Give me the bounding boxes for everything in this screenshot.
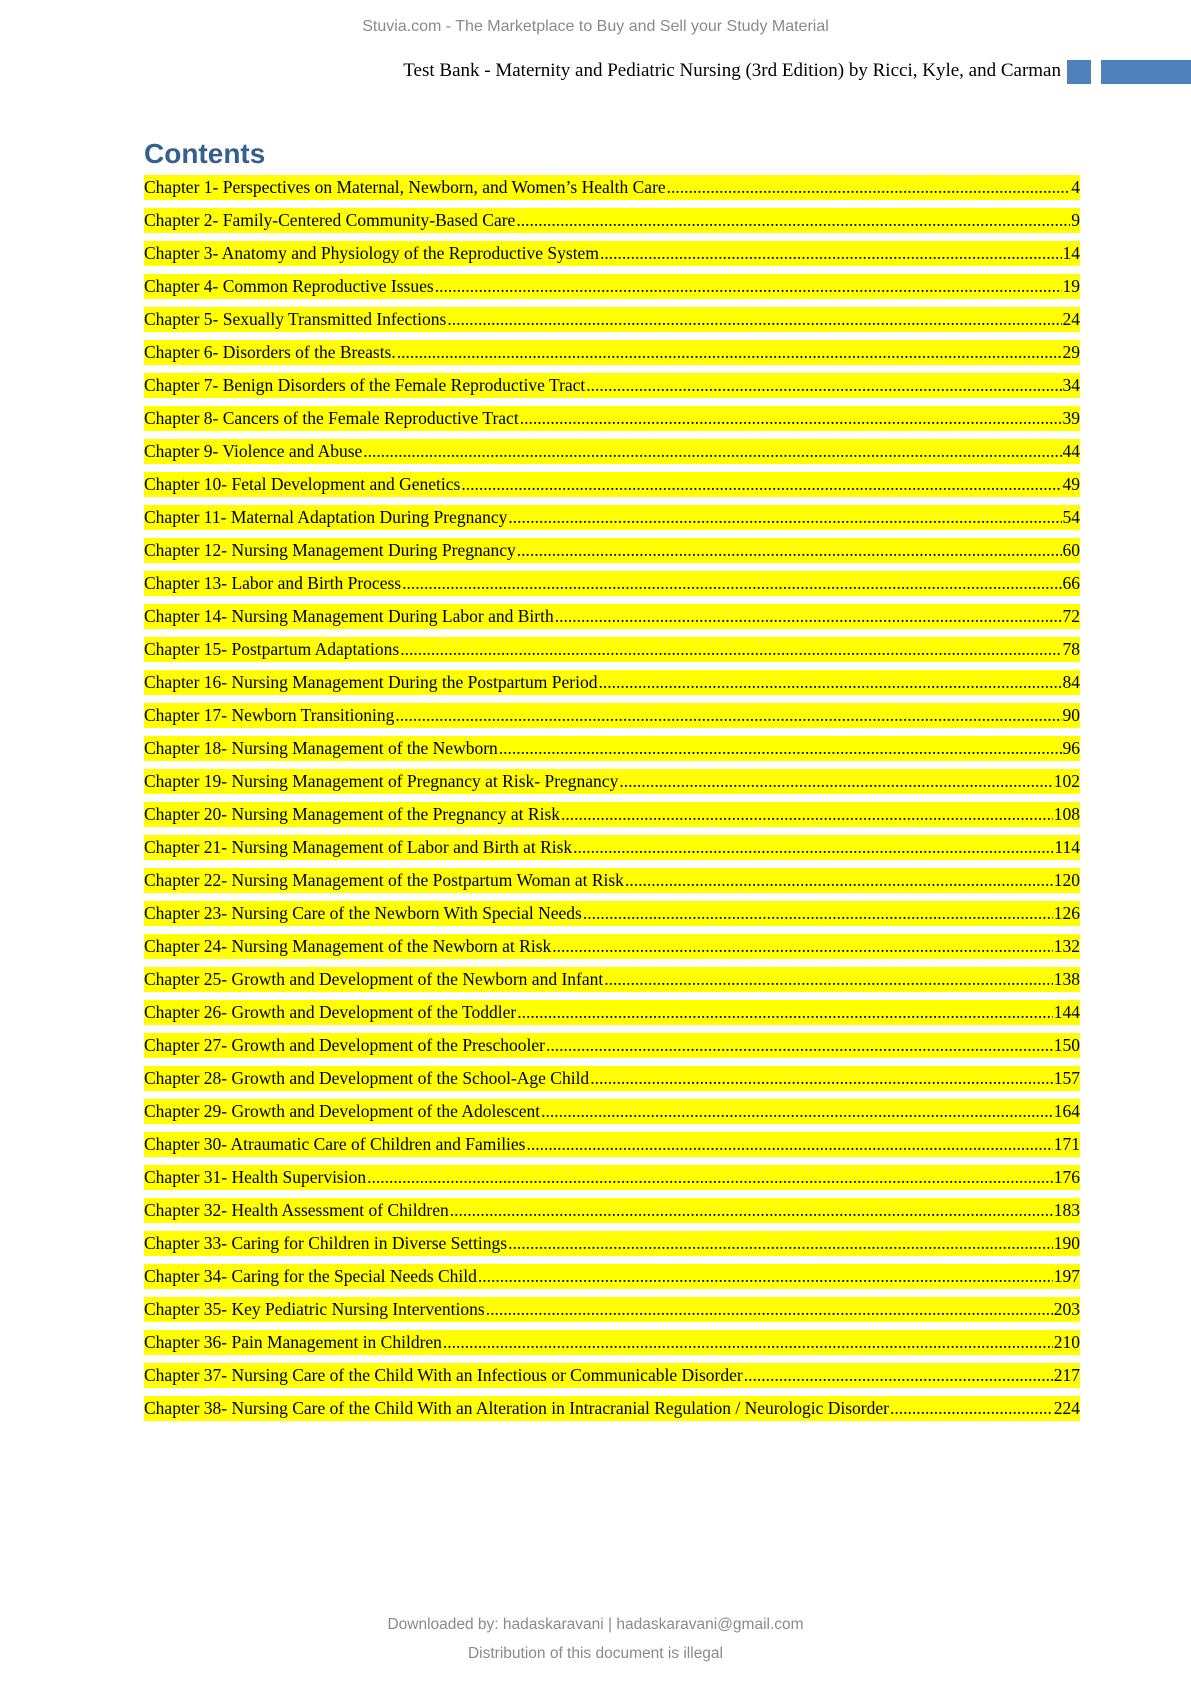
toc-entry-link[interactable]: [144, 1165, 1080, 1190]
toc-entry-link[interactable]: [144, 1099, 1080, 1124]
toc-entry-page: 150: [1053, 1035, 1080, 1055]
toc-entry-link[interactable]: [144, 769, 1080, 794]
toc-entry-title: Chapter 34- Caring for the Special Needs Child: [144, 1266, 477, 1286]
toc-entry-link[interactable]: [144, 1066, 1080, 1091]
toc-entry-page: 9: [1071, 210, 1080, 230]
toc-entry-page: 157: [1053, 1068, 1080, 1088]
toc-entry: [144, 175, 1080, 208]
toc-entry: [144, 571, 1080, 604]
toc-entry: [144, 835, 1080, 868]
toc-entry-title: Chapter 27- Growth and Development of the Preschooler: [144, 1035, 545, 1055]
toc-entry-link[interactable]: [144, 1231, 1080, 1256]
toc-entry: [144, 1099, 1080, 1132]
toc-entry-title: Chapter 10- Fetal Development and Genetics: [144, 474, 461, 494]
toc-entry: [144, 1297, 1080, 1330]
toc-entry: [144, 1330, 1080, 1363]
toc-entry-title: Chapter 20- Nursing Management of the Pregnancy at Risk: [144, 804, 561, 824]
toc-entry-link[interactable]: [144, 1330, 1080, 1355]
toc-entry-page: 49: [1062, 474, 1080, 494]
toc-entry-link[interactable]: [144, 307, 1080, 332]
toc-entry-title: Chapter 24- Nursing Management of the Newborn at Risk: [144, 936, 552, 956]
toc-entry-page: 4: [1071, 177, 1080, 197]
toc-dot-leader: [499, 736, 1062, 761]
toc-dot-leader: [486, 1297, 1053, 1322]
toc-dot-leader: [890, 1396, 1053, 1421]
toc-dot-leader: [395, 703, 1061, 728]
toc-entry-title: Chapter 23- Nursing Care of the Newborn With Special Needs: [144, 903, 582, 923]
toc-entry-page: 44: [1062, 441, 1080, 461]
toc-entry-link[interactable]: [144, 571, 1080, 596]
toc-entry-page: 60: [1062, 540, 1080, 560]
toc-entry: [144, 769, 1080, 802]
toc-dot-leader: [516, 208, 1070, 233]
toc-entry: [144, 604, 1080, 637]
toc-dot-leader: [517, 538, 1062, 563]
toc-entry: [144, 934, 1080, 967]
toc-entry-link[interactable]: [144, 637, 1080, 662]
toc-entry-page: 29: [1062, 342, 1080, 362]
toc-entry-link[interactable]: [144, 439, 1080, 464]
toc-entry-page: 19: [1062, 276, 1080, 296]
toc-entry-link[interactable]: [144, 241, 1080, 266]
toc-dot-leader: [586, 373, 1061, 398]
toc-entry-page: 34: [1062, 375, 1080, 395]
toc-entry-link[interactable]: [144, 1396, 1080, 1421]
toc-entry-link[interactable]: [144, 208, 1080, 233]
toc-entry: [144, 274, 1080, 307]
toc-entry-page: 190: [1053, 1233, 1080, 1253]
distribution-notice: Distribution of this document is illegal: [467, 1645, 723, 1662]
toc-entry-link[interactable]: [144, 538, 1080, 563]
toc-entry-page: 84: [1062, 672, 1080, 692]
toc-entry-page: 72: [1062, 606, 1080, 626]
toc-entry: [144, 241, 1080, 274]
toc-entry-page: 39: [1062, 408, 1080, 428]
toc-dot-leader: [517, 1000, 1053, 1025]
toc-entry: [144, 1363, 1080, 1396]
toc-dot-leader: [450, 1198, 1053, 1223]
toc-dot-leader: [447, 307, 1061, 332]
toc-dot-leader: [600, 241, 1062, 266]
toc-entry: [144, 802, 1080, 835]
toc-entry: [144, 307, 1080, 340]
toc-entry-page: 138: [1053, 969, 1080, 989]
table-of-contents: [144, 175, 1080, 1429]
toc-entry-page: 54: [1062, 507, 1080, 527]
toc-entry: [144, 868, 1080, 901]
toc-entry-title: Chapter 15- Postpartum Adaptations: [144, 639, 400, 659]
toc-entry-title: Chapter 30- Atraumatic Care of Children and Families: [144, 1134, 526, 1154]
toc-entry: [144, 967, 1080, 1000]
toc-dot-leader: [546, 1033, 1053, 1058]
toc-dot-leader: [604, 967, 1053, 992]
toc-dot-leader: [435, 274, 1062, 299]
toc-dot-leader: [552, 934, 1052, 959]
toc-entry-title: Chapter 13- Labor and Birth Process: [144, 573, 402, 593]
toc-entry-link[interactable]: [144, 934, 1080, 959]
toc-entry-page: 24: [1062, 309, 1080, 329]
toc-entry-title: Chapter 32- Health Assessment of Children: [144, 1200, 449, 1220]
toc-entry: [144, 736, 1080, 769]
toc-entry-title: Chapter 3- Anatomy and Physiology of the Reproductive System: [144, 243, 599, 263]
toc-dot-leader: [363, 439, 1061, 464]
toc-entry-link[interactable]: [144, 802, 1080, 827]
toc-entry-title: Chapter 16- Nursing Management During the Postpartum Period: [144, 672, 598, 692]
toc-entry-page: 171: [1053, 1134, 1080, 1154]
toc-entry-link[interactable]: [144, 868, 1080, 893]
toc-entry-title: Chapter 9- Violence and Abuse: [144, 441, 363, 461]
toc-dot-leader: [619, 769, 1052, 794]
toc-entry-title: Chapter 25- Growth and Development of the Newborn and Infant: [144, 969, 604, 989]
toc-entry: [144, 439, 1080, 472]
toc-entry-link[interactable]: [144, 670, 1080, 695]
toc-entry-page: 176: [1053, 1167, 1080, 1187]
toc-entry: [144, 670, 1080, 703]
toc-entry: [144, 1264, 1080, 1297]
toc-entry: [144, 901, 1080, 934]
toc-entry-title: Chapter 5- Sexually Transmitted Infections: [144, 309, 447, 329]
toc-entry-page: 224: [1053, 1398, 1080, 1418]
toc-dot-leader: [520, 406, 1062, 431]
toc-entry-link[interactable]: [144, 967, 1080, 992]
toc-entry: [144, 1198, 1080, 1231]
toc-entry-page: 102: [1053, 771, 1080, 791]
toc-dot-leader: [541, 1099, 1053, 1124]
toc-dot-leader: [744, 1363, 1053, 1388]
toc-entry-page: 114: [1054, 837, 1080, 857]
toc-entry-page: 183: [1053, 1200, 1080, 1220]
toc-dot-leader: [555, 604, 1062, 629]
toc-entry-title: Chapter 33- Caring for Children in Diverse Settings: [144, 1233, 508, 1253]
toc-entry: [144, 1000, 1080, 1033]
toc-entry: [144, 1165, 1080, 1198]
toc-entry-link[interactable]: [144, 736, 1080, 761]
toc-dot-leader: [400, 637, 1061, 662]
toc-entry-title: Chapter 7- Benign Disorders of the Female Reproductive Tract: [144, 375, 586, 395]
toc-entry: [144, 340, 1080, 373]
toc-entry: [144, 373, 1080, 406]
toc-entry-link[interactable]: [144, 505, 1080, 530]
toc-dot-leader: [625, 868, 1053, 893]
toc-entry-page: 217: [1053, 1365, 1080, 1385]
toc-entry-page: 197: [1053, 1266, 1080, 1286]
toc-entry-page: 90: [1062, 705, 1080, 725]
toc-entry-link[interactable]: [144, 1033, 1080, 1058]
toc-entry-link[interactable]: [144, 1297, 1080, 1322]
toc-entry-title: Chapter 31- Health Supervision: [144, 1167, 367, 1187]
toc-entry-title: Chapter 17- Newborn Transitioning: [144, 705, 395, 725]
toc-entry-link[interactable]: [144, 1363, 1080, 1388]
toc-entry-title: Chapter 1- Perspectives on Maternal, Newborn, and Women’s Health Care: [144, 177, 666, 197]
toc-entry-title: Chapter 29- Growth and Development of the Adolescent: [144, 1101, 541, 1121]
toc-entry-link[interactable]: [144, 1132, 1080, 1157]
toc-entry: [144, 703, 1080, 736]
toc-entry-title: Chapter 22- Nursing Management of the Postpartum Woman at Risk: [144, 870, 624, 890]
toc-entry-title: Chapter 2- Family-Centered Community-Based Care: [144, 210, 516, 230]
toc-entry-link[interactable]: [144, 703, 1080, 728]
header-accent-bar: [1101, 60, 1191, 84]
toc-entry-title: Chapter 11- Maternal Adaptation During Pregnancy: [144, 507, 508, 527]
toc-entry-link[interactable]: [144, 604, 1080, 629]
toc-dot-leader: [508, 505, 1061, 530]
toc-entry-page: 203: [1053, 1299, 1080, 1319]
toc-dot-leader: [397, 340, 1062, 365]
toc-entry-link[interactable]: [144, 1264, 1080, 1289]
toc-entry: [144, 1066, 1080, 1099]
toc-entry-page: 132: [1053, 936, 1080, 956]
toc-entry-page: 210: [1053, 1332, 1080, 1352]
toc-entry: [144, 406, 1080, 439]
toc-entry-link[interactable]: [144, 901, 1080, 926]
toc-entry-page: 66: [1062, 573, 1080, 593]
toc-entry-title: Chapter 6- Disorders of the Breasts.: [144, 342, 396, 362]
toc-dot-leader: [561, 802, 1053, 827]
toc-entry-title: Chapter 14- Nursing Management During Labor and Birth: [144, 606, 554, 626]
toc-entry-page: 14: [1062, 243, 1080, 263]
toc-entry-link[interactable]: [144, 472, 1080, 497]
toc-dot-leader: [667, 175, 1071, 200]
toc-dot-leader: [443, 1330, 1053, 1355]
toc-dot-leader: [590, 1066, 1053, 1091]
toc-dot-leader: [508, 1231, 1053, 1256]
toc-entry: [144, 538, 1080, 571]
toc-entry: [144, 1033, 1080, 1066]
toc-entry-title: Chapter 4- Common Reproductive Issues: [144, 276, 434, 296]
toc-entry-link[interactable]: [144, 373, 1080, 398]
toc-entry: [144, 472, 1080, 505]
toc-dot-leader: [598, 670, 1061, 695]
toc-entry-title: Chapter 19- Nursing Management of Pregnancy at Risk- Pregnancy: [144, 771, 619, 791]
toc-entry-page: 120: [1053, 870, 1080, 890]
toc-heading: Contents: [144, 138, 266, 169]
toc-entry-link[interactable]: [144, 1000, 1080, 1025]
download-footer: Downloaded by: hadaskaravani | hadaskaravani@gmail.com: [387, 1616, 804, 1633]
toc-entry-title: Chapter 37- Nursing Care of the Child With an Infectious or Communicable Disorder: [144, 1365, 743, 1385]
toc-entry-page: 78: [1062, 639, 1080, 659]
toc-dot-leader: [478, 1264, 1053, 1289]
site-banner: Stuvia.com - The Marketplace to Buy and Sell your Study Material: [362, 18, 829, 35]
toc-entry: [144, 1132, 1080, 1165]
toc-entry-page: 164: [1053, 1101, 1080, 1121]
toc-entry: [144, 1396, 1080, 1429]
running-header: Test Bank - Maternity and Pediatric Nursing (3rd Edition) by Ricci, Kyle, and Carman: [403, 60, 1061, 81]
toc-entry-title: Chapter 38- Nursing Care of the Child With an Alteration in Intracranial Regulation / Neurologic Disorder: [144, 1398, 889, 1418]
toc-dot-leader: [461, 472, 1061, 497]
toc-entry-title: Chapter 12- Nursing Management During Pregnancy: [144, 540, 516, 560]
toc-entry-link[interactable]: [144, 175, 1080, 200]
toc-dot-leader: [527, 1132, 1053, 1157]
toc-dot-leader: [402, 571, 1061, 596]
toc-entry-title: Chapter 18- Nursing Management of the Newborn: [144, 738, 498, 758]
toc-entry-page: 126: [1053, 903, 1080, 923]
toc-entry-page: 96: [1062, 738, 1080, 758]
toc-entry-page: 144: [1053, 1002, 1080, 1022]
toc-dot-leader: [583, 901, 1053, 926]
toc-entry: [144, 208, 1080, 241]
toc-entry-link[interactable]: [144, 835, 1080, 860]
toc-entry: [144, 637, 1080, 670]
toc-entry-link[interactable]: [144, 274, 1080, 299]
header-accent-box: [1067, 60, 1091, 84]
toc-entry-title: Chapter 8- Cancers of the Female Reproductive Tract: [144, 408, 519, 428]
toc-entry-title: Chapter 35- Key Pediatric Nursing Interventions: [144, 1299, 485, 1319]
toc-entry-title: Chapter 21- Nursing Management of Labor and Birth at Risk: [144, 837, 573, 857]
toc-entry-title: Chapter 26- Growth and Development of the Toddler: [144, 1002, 517, 1022]
toc-dot-leader: [573, 835, 1053, 860]
toc-entry: [144, 505, 1080, 538]
toc-entry: [144, 1231, 1080, 1264]
toc-dot-leader: [367, 1165, 1053, 1190]
toc-entry-title: Chapter 36- Pain Management in Children: [144, 1332, 442, 1352]
toc-entry-title: Chapter 28- Growth and Development of the School-Age Child: [144, 1068, 590, 1088]
toc-entry-link[interactable]: [144, 406, 1080, 431]
toc-entry-page: 108: [1053, 804, 1080, 824]
toc-entry-link[interactable]: [144, 340, 1080, 365]
toc-entry-link[interactable]: [144, 1198, 1080, 1223]
